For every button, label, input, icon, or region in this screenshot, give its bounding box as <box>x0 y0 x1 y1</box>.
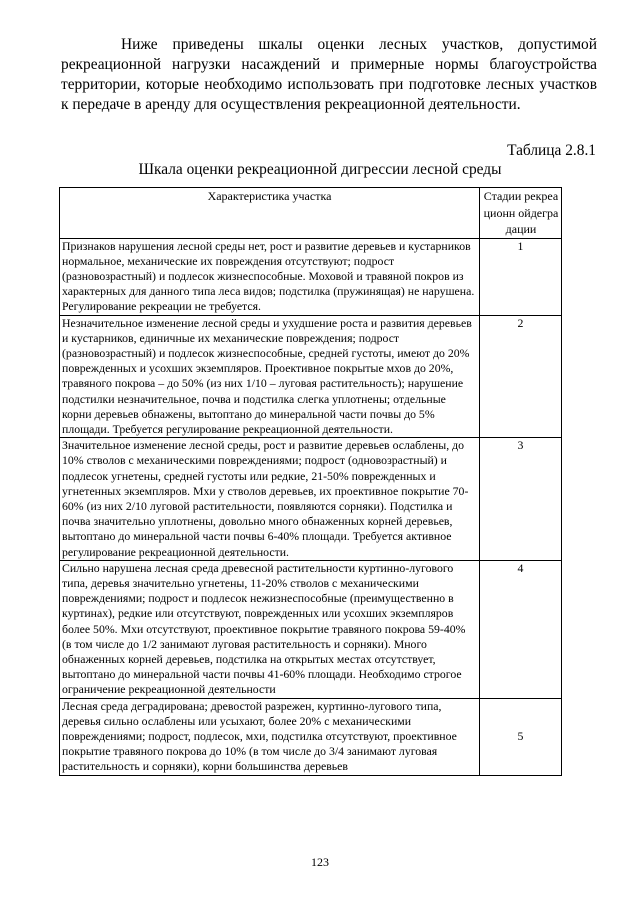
table-header-row <box>60 188 562 239</box>
page-number: 123 <box>311 855 329 869</box>
table-title: Шкала оценки рекреационной дигрессии лесной среды <box>138 161 502 178</box>
header-characteristic: Характеристика участка <box>60 188 480 239</box>
table-row <box>60 238 562 315</box>
header-stage-text: Стадии рекреационн ойдеградации <box>483 189 559 236</box>
row-5-description: Лесная среда деградирована; древостой разрежен, куртинно-лугового типа, деревья сильно ослаблены или усыхают, более 20% с механическими повреждениями; подрост, подлесок, мхи, подстилка отсутствуют, проективное покрытие травяного покрова до 10% (в том числе до 3/4 занимают луговая растительность и сорняки), корни большинства деревьев <box>60 698 480 775</box>
row-3-description: Значительное изменение лесной среды, рост и развитие деревьев ослаблены, до 10% стволов с механическими повреждениями; подрост (одновозрастный) и подлесок угнетены, средней густоты или редкие, 21-50% поврежденных и угнетенных экземпляров. Мхи у стволов деревьев, их проективное покрытие 70-60% (из них 2/10 луговой растительности, появляются сорняки). Подстилка и почва значительно уплотнены, довольно много обнаженных корней деревьев, вытоптано до минеральной части почвы 6-40% площади. Требуется активное регулирование рекреационной деятельности. <box>60 438 480 561</box>
row-2-description: Незначительное изменение лесной среды и ухудшение роста и развития деревьев и кустарников, единичные их механические повреждения; подрост (разновозрастный) и подлесок жизнеспособные, средней густоты, имеют до 20% поврежденных и усохших экземпляров. Проективное покрытые мхов до 20%, травяного покрова – до 50% (из них 1/10 – луговая растительность); нарушение подстилки незначительное, почва и подстилка слегка уплотнены; отдельные корни деревьев обнажены, вытоптано до минеральной части почвы до 5% площади. Требуется регулирование рекреационной деятельности. <box>60 315 480 438</box>
table-row <box>60 315 562 438</box>
row-1-stage: 1 <box>480 238 562 315</box>
table-row <box>60 698 562 775</box>
row-1-description: Признаков нарушения лесной среды нет, рост и развитие деревьев и кустарников нормальное, механические их повреждения отсутствуют; подрост (разновозрастный) и подлесок жизнеспособные. Моховой и травяной покров из характерных для данного типа леса видов; подстилка (пружинящая) не нарушена. Регулирование рекреации не требуется. <box>60 238 480 315</box>
table-row <box>60 438 562 561</box>
row-4-stage: 4 <box>480 560 562 698</box>
row-2-stage: 2 <box>480 315 562 438</box>
row-4-description: Сильно нарушена лесная среда древесной растительности куртинно-лугового типа, деревья значительно угнетены, 11-20% стволов с механическими повреждениями; подрост и подлесок нежизнеспособные (преимущественно в куртинах), редкие или отсутствуют, поврежденных или усохших экземпляров более 50%. Мхи отсутствуют, проективное покрытие травяного покрова 59-40% (в том числе до 1/2 занимают луговая растительность и сорняки). Много обнаженных корней деревьев, подстилка на открытых местах отсутствует, вытоптано до минеральной части почвы 41-60% площади. Необходимо строгое ограничение рекреационной деятельности <box>60 560 480 698</box>
table-label: Таблица 2.8.1 <box>507 142 596 159</box>
row-3-stage: 3 <box>480 438 562 561</box>
digression-scale-table <box>59 187 562 776</box>
intro-paragraph: Ниже приведены шкалы оценки лесных участков, допустимой рекреационной нагрузки насаждений и примерные нормы благоустройства территории, которые необходимо использовать при подготовке лесных участков к передаче в аренду для осуществления рекреационной деятельности. <box>61 36 597 113</box>
table-row <box>60 560 562 698</box>
row-5-stage: 5 <box>480 698 562 775</box>
header-stage <box>480 188 562 239</box>
